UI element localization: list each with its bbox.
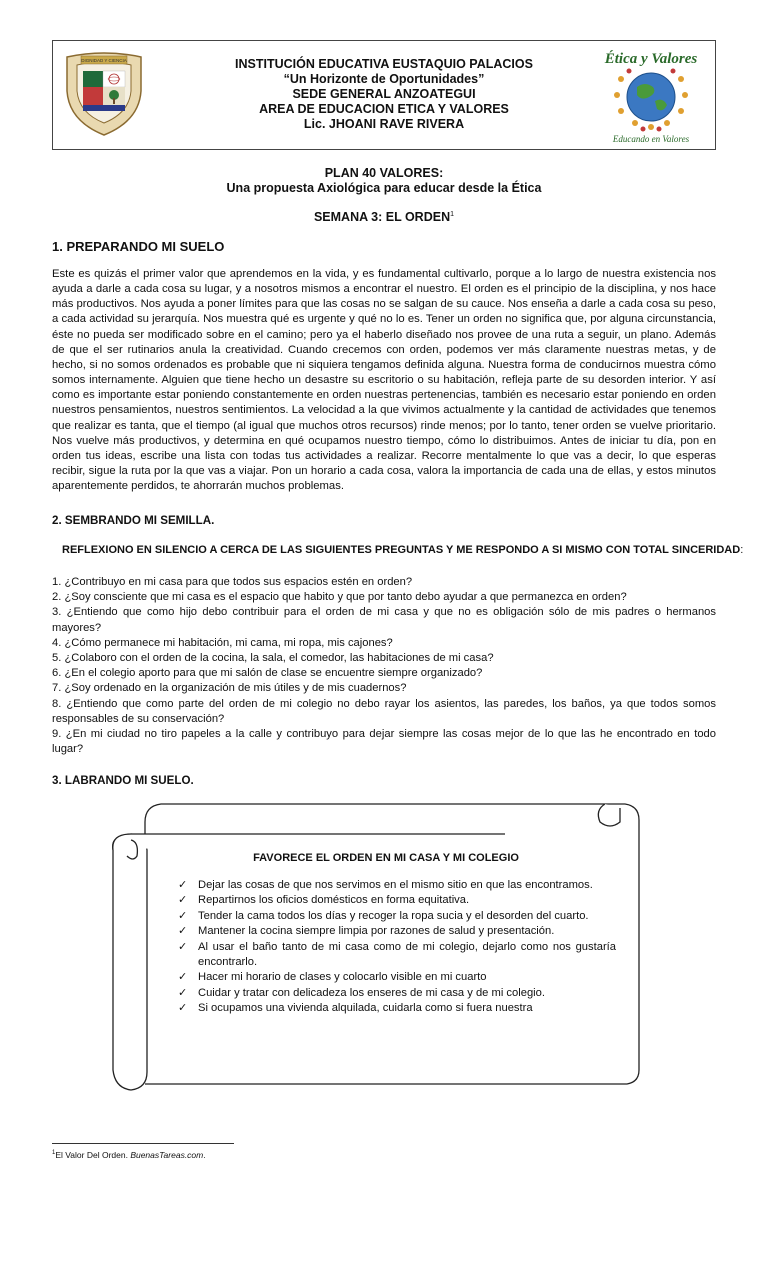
list-item: 8. ¿Entiendo que como parte del orden de mi colegio no debo rayar los asientos, las paredes, los baños, ya que todos somos responsables de su conservación? (52, 697, 716, 725)
list-item-text: Si ocupamos una vivienda alquilada, cuidarla como si fuera nuestra (198, 1002, 533, 1015)
list-item (176, 878, 616, 893)
checklist (176, 878, 616, 1017)
list-item: 1. ¿Contribuyo en mi casa para que todos sus espacios estén en orden? (52, 576, 413, 588)
list-item (176, 909, 616, 924)
week-title: SEMANA 3: EL ORDEN (313, 210, 451, 224)
plan-title: PLAN 40 VALORES: (324, 166, 444, 180)
checkmark-icon: ✓ (178, 1002, 188, 1015)
checkmark-icon: ✓ (178, 909, 188, 922)
document-header (52, 40, 716, 150)
list-item (176, 970, 616, 985)
plan-title-block (52, 166, 716, 196)
list-item: 7. ¿Soy ordenado en la organización de mis útiles y de mis cuadernos? (52, 682, 407, 695)
teacher-name: Lic. JHOANI RAVE RIVERA (303, 117, 465, 131)
institution-name: INSTITUCIÓN EDUCATIVA EUSTAQUIO PALACIOS (235, 57, 533, 71)
logo-ribbon-text: DIGNIDAD Y CIENCIA (81, 58, 127, 63)
footnote-text: El Valor Del Orden. (55, 1150, 131, 1160)
list-item-text: Al usar el baño tanto de mi casa como de mi colegio, dejarlo como nos gustaría encontrarlo. (198, 940, 616, 969)
scroll-banner (176, 852, 616, 1017)
list-item (176, 1001, 616, 1016)
ethics-logo-subtitle: Educando en Valores (612, 134, 690, 144)
subject-area: AREA DE EDUCACION ETICA Y VALORES (259, 102, 509, 116)
footnote-divider (52, 1143, 234, 1144)
checkmark-icon: ✓ (178, 879, 188, 891)
list-item (176, 986, 616, 1001)
list-item: 6. ¿En el colegio aporto para que mi salón de clase se encuentre siempre organizado? (52, 667, 483, 680)
list-item-text: Dejar las cosas de que nos servimos en el mismo sitio en que las encontramos. (198, 879, 593, 891)
school-shield-crest-icon (63, 51, 145, 137)
scroll-title: FAVORECE EL ORDEN EN MI CASA Y MI COLEGIO (253, 852, 519, 864)
checkmark-icon: ✓ (178, 971, 188, 984)
footnote (52, 1150, 206, 1160)
section-heading-sow: 2. SEMBRANDO MI SEMILLA. (52, 514, 215, 527)
list-item-text: Hacer mi horario de clases y colocarlo visible en mi cuarto (198, 971, 487, 984)
list-item: 2. ¿Soy consciente que mi casa es el espacio que habito y que por tanto debo ayudar a que permanezca en orden? (52, 591, 627, 604)
list-item: 5. ¿Colaboro con el orden de la cocina, la sala, el comedor, las habitaciones de mi casa? (52, 652, 494, 665)
institution-motto: “Un Horizonte de Oportunidades” (283, 72, 485, 86)
list-item (176, 924, 616, 939)
checkmark-icon: ✓ (178, 940, 188, 953)
ethics-logo-title: Ética y Valores (604, 51, 698, 67)
globe-with-people-icon (597, 45, 705, 145)
checkmark-icon: ✓ (178, 986, 188, 999)
list-item-text: Mantener la cocina siempre limpia por razones de salud y presentación. (198, 925, 555, 938)
list-item-text: Repartirnos los oficios domésticos en forma equitativa. (198, 894, 470, 907)
list-item-text: Cuidar y tratar con delicadeza los enseres de mi casa y de mi colegio. (198, 986, 545, 999)
footnote-source: BuenasTareas.com (130, 1150, 204, 1160)
section-heading-labor: 3. LABRANDO MI SUELO. (52, 774, 194, 787)
header-text-block (193, 57, 575, 132)
section-heading-prepare: 1. PREPARANDO MI SUELO (52, 239, 225, 254)
checkmark-icon: ✓ (178, 894, 188, 907)
footnote-reference[interactable]: 1 (450, 210, 455, 218)
list-item: 9. ¿En mi ciudad no tiro papeles a la calle y contribuyo para dejar siempre las cosas mejor de lo que las he encontrado en todo lugar? (52, 728, 716, 756)
footnote-end: . (203, 1150, 206, 1160)
questions-list (52, 575, 716, 757)
prepare-paragraph: Este es quizás el primer valor que aprendemos en la vida, y es fundamental cultivarlo, porque a lo largo de nuestra existencia nos ayuda a darle a cada cosa su lugar, y a nosotros mismos a encontrar el nuestro. El orden es el principio de la disciplina, y nos hace más productivos. Nos ayuda a poner límites para que las cosas no se salgan de su cauce. Nos enseña a darle a cada cosa su peso, a cada actividad su jerarquía. Nos muestra qué es urgente y qué no lo es. Tener un orden no significa que, por alguna circunstancia, éste no pueda ser modificado sobre en el camino; pero ya el haberlo diseñado nos provee de una ruta a seguir, un plano. Además de que el ser rutinarios anula la creatividad. Cuando crecemos con orden, podemos ver más claramente nuestras metas, y de hecho, si no somos ordenados es probable que ni siquiera tengamos definida alguna. Nuestra forma de conducirnos muestra cómo somos internamente. Alguien que tiene hecho un desastre su escritorio o su habitación, refleja parte de su desorden interior. Y así como es importante estar poniendo constantemente en orden nuestras pertenencias, también es necesario estar poniendo en orden nuestros pensamientos, nuestros sentimientos. La velocidad a la que vivimos actualmente y la cantidad de actividades que tenemos que realizar es tanta, que el tiempo (al igual que muchos otros recursos) rinde menos; por lo tanto, tener orden se vuelve prioritario. Nos vuelve más productivos, y determina en qué ocupamos nuestro tiempo, cómo lo distribuimos. Antes de iniciar tu día, pon en orden tus ideas, escribe una lista con todas tus actividades a realizar. Recorre mentalmente lo que vas a decir, lo que esperas recibir, sigue la ruta por la que vas a viajar. Pon un horario a cada cosa, valora la importancia de cada una de ellas, y estos minutos aparentemente perdidos, te ahorrarán muchos problemas. (52, 268, 716, 493)
list-item-text: Tender la cama todos los días y recoger la ropa sucia y el desorden del cuarto. (198, 909, 589, 922)
campus-name: SEDE GENERAL ANZOATEGUI (292, 87, 476, 101)
footnote-number: 1 (52, 1150, 56, 1157)
reflection-prompt-text: REFLEXIONO EN SILENCIO A CERCA DE LAS SIGUIENTES PREGUNTAS Y ME RESPONDO A SI MISMO CON TOTAL SINCERIDAD (62, 544, 741, 556)
week-heading (52, 210, 716, 224)
list-item (176, 893, 616, 908)
list-item (176, 940, 616, 971)
plan-subtitle: Una propuesta Axiológica para educar desde la Ética (226, 181, 542, 195)
checkmark-icon: ✓ (178, 925, 188, 938)
list-item: 4. ¿Cómo permanece mi habitación, mi cama, mi ropa, mis cajones? (52, 636, 393, 649)
reflection-prompt (62, 544, 743, 556)
reflection-prompt-colon: : (740, 544, 744, 556)
list-item: 3. ¿Entiendo que como hijo debo contribuir para el orden de mi casa y que no es obligación sólo de mis padres o hermanos mayores? (52, 606, 716, 634)
